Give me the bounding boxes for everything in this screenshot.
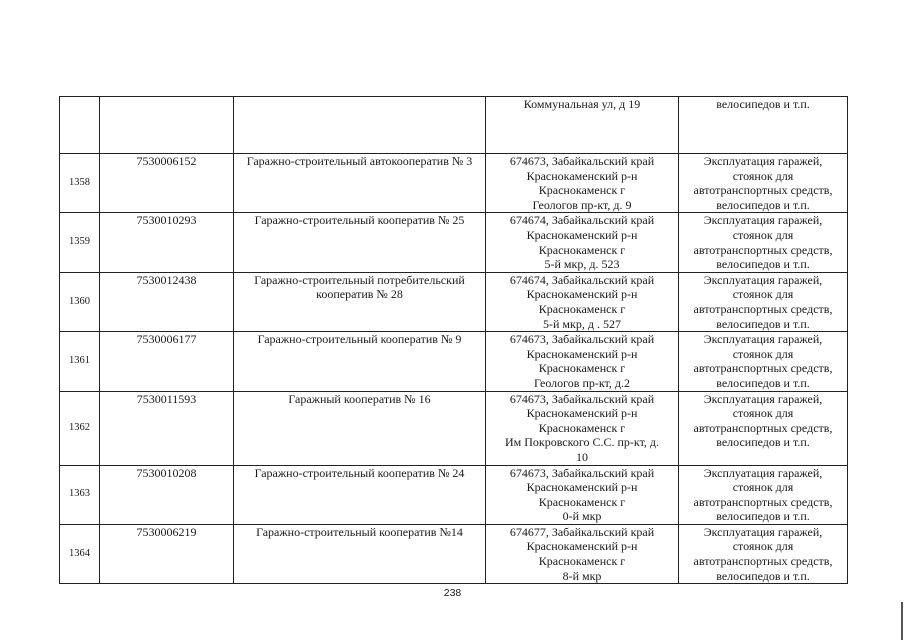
address-line: Им Покровского С.С. пр-кт, д.	[504, 435, 660, 450]
scan-edge-mark	[901, 602, 903, 640]
activity-cell	[679, 272, 848, 331]
table-row	[60, 465, 848, 524]
table-row-continuation	[60, 97, 848, 154]
activity-cell	[679, 524, 848, 583]
address-cell	[486, 332, 679, 391]
activity-line: стоянок для	[732, 406, 794, 421]
address-line: 674673, Забайкальский край	[509, 154, 655, 168]
address-line: Краснокаменский р-н	[526, 227, 638, 242]
table-row	[60, 154, 848, 213]
name-cell: Гаражно-строительный кооператив № 9	[234, 332, 486, 391]
inn-cell: 7530012438	[100, 272, 234, 331]
row-number: 1363	[60, 465, 100, 524]
table-row	[60, 213, 848, 272]
activity-line: Эксплуатация гаражей,	[703, 154, 823, 168]
activity-cell	[679, 332, 848, 391]
address-line: Краснокаменский р-н	[526, 539, 638, 554]
activity-line: стоянок для	[732, 287, 794, 302]
activity-line: Эксплуатация гаражей,	[703, 465, 823, 480]
address-line: Краснокаменский р-н	[526, 168, 638, 183]
activity-line: велосипедов и т.п.	[716, 197, 810, 212]
address-cell	[486, 97, 679, 154]
address-line: 0-й мкр	[562, 509, 602, 524]
address-line: Краснокаменск г	[538, 420, 626, 435]
activity-line: велосипедов и т.п.	[716, 435, 810, 450]
activity-line: автотранспортных средств,	[693, 301, 833, 316]
activity-line: автотранспортных средств,	[693, 242, 833, 257]
inn-cell: 7530010208	[100, 465, 234, 524]
address-line: 674673, Забайкальский край	[509, 332, 655, 347]
address-line: Краснокаменский р-н	[526, 480, 638, 495]
table-row	[60, 332, 848, 391]
address-line: 5-й мкр, д. 523	[544, 257, 620, 272]
inn-cell: 7530006177	[100, 332, 234, 391]
activity-cell	[679, 213, 848, 272]
activity-line: велосипедов и т.п.	[716, 97, 810, 111]
address-line: Краснокаменск г	[538, 301, 626, 316]
row-number	[60, 97, 100, 154]
address-line: Коммунальная ул, д 19	[523, 97, 641, 111]
activity-cell	[679, 97, 848, 154]
address-line: Краснокаменск г	[538, 242, 626, 257]
activity-line: Эксплуатация гаражей,	[703, 213, 823, 228]
address-line: 8-й мкр	[562, 568, 602, 583]
table-row	[60, 524, 848, 583]
activity-line: автотранспортных средств,	[693, 420, 833, 435]
address-line: Краснокаменск г	[538, 183, 626, 198]
activity-line: велосипедов и т.п.	[716, 375, 810, 390]
activity-line: велосипедов и т.п.	[716, 316, 810, 331]
address-line: 674673, Забайкальский край	[509, 465, 655, 480]
activity-cell	[679, 154, 848, 213]
address-cell	[486, 465, 679, 524]
address-cell	[486, 272, 679, 331]
row-number: 1358	[60, 154, 100, 213]
address-cell	[486, 391, 679, 465]
activity-line: автотранспортных средств,	[693, 554, 833, 569]
page-number: 238	[443, 587, 462, 599]
activity-line: велосипедов и т.п.	[716, 257, 810, 272]
inn-cell: 7530006219	[100, 524, 234, 583]
row-number: 1359	[60, 213, 100, 272]
activity-line: стоянок для	[732, 539, 794, 554]
activity-line: стоянок для	[732, 227, 794, 242]
name-cell: Гаражно-строительный кооператив №14	[234, 524, 486, 583]
address-line: 674677, Забайкальский край	[509, 524, 655, 539]
address-line: 5-й мкр, д . 527	[543, 316, 621, 331]
name-cell	[234, 97, 486, 154]
activity-line: Эксплуатация гаражей,	[703, 272, 823, 287]
name-cell: Гаражно-строительный кооператив № 24	[234, 465, 486, 524]
address-line: Краснокаменский р-н	[526, 287, 638, 302]
name-cell: Гаражно-строительный автокооператив № 3	[234, 154, 486, 213]
inn-cell: 7530010293	[100, 213, 234, 272]
name-cell: Гаражный кооператив № 16	[234, 391, 486, 465]
row-number: 1364	[60, 524, 100, 583]
row-number: 1361	[60, 332, 100, 391]
name-cell: Гаражно-строительный потребительский кооператив № 28	[234, 272, 486, 331]
address-cell	[486, 524, 679, 583]
activity-line: автотранспортных средств,	[693, 494, 833, 509]
address-line: Краснокаменск г	[538, 494, 626, 509]
activity-line: велосипедов и т.п.	[716, 509, 810, 524]
address-line: Геологов пр-кт, д.2	[533, 375, 630, 390]
activity-cell	[679, 391, 848, 465]
address-line: Краснокаменск г	[538, 361, 626, 376]
inn-cell	[100, 97, 234, 154]
address-line: Краснокаменск г	[538, 554, 626, 569]
activity-line: автотранспортных средств,	[693, 361, 833, 376]
address-line: 674673, Забайкальский край	[509, 391, 655, 406]
activity-line: стоянок для	[732, 168, 794, 183]
address-line: 674674, Забайкальский край	[509, 213, 655, 228]
address-line: Краснокаменский р-н	[526, 406, 638, 421]
registry-body	[60, 97, 848, 584]
registry-table	[59, 96, 848, 584]
inn-cell: 7530006152	[100, 154, 234, 213]
inn-cell: 7530011593	[100, 391, 234, 465]
address-line: Краснокаменский р-н	[526, 346, 638, 361]
activity-line: Эксплуатация гаражей,	[703, 391, 823, 406]
table-row	[60, 391, 848, 465]
address-cell	[486, 154, 679, 213]
activity-line: автотранспортных средств,	[693, 183, 833, 198]
activity-line: стоянок для	[732, 346, 794, 361]
name-cell: Гаражно-строительный кооператив № 25	[234, 213, 486, 272]
activity-line: стоянок для	[732, 480, 794, 495]
address-line: 674674, Забайкальский край	[509, 272, 655, 287]
activity-line: Эксплуатация гаражей,	[703, 332, 823, 347]
activity-line: Эксплуатация гаражей,	[703, 524, 823, 539]
address-line: Геологов пр-кт, д. 9	[532, 197, 632, 212]
address-cell	[486, 213, 679, 272]
activity-cell	[679, 465, 848, 524]
address-line: 10	[576, 449, 588, 464]
row-number: 1360	[60, 272, 100, 331]
row-number: 1362	[60, 391, 100, 465]
activity-line: велосипедов и т.п.	[716, 568, 810, 583]
table-row	[60, 272, 848, 331]
